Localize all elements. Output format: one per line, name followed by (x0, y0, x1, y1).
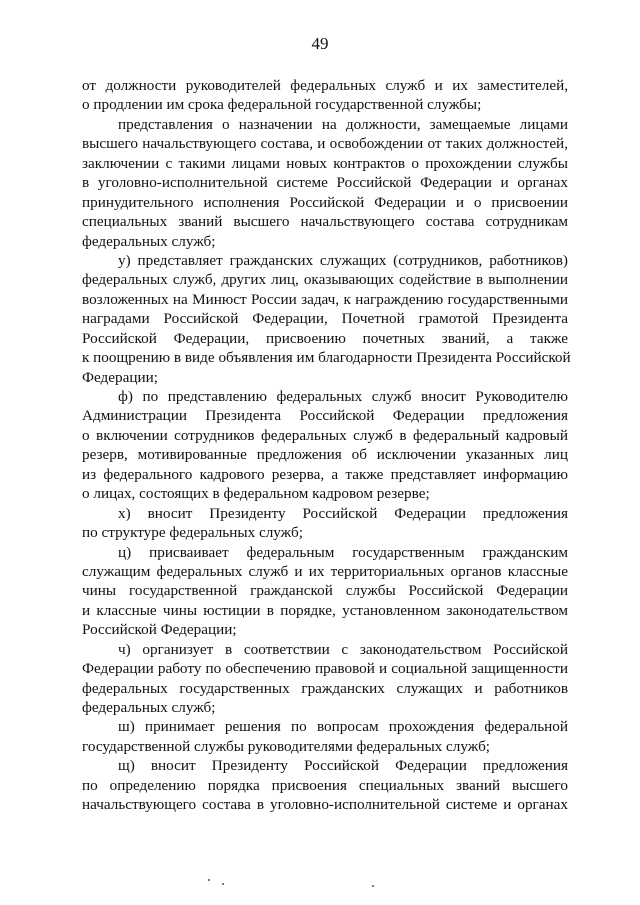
scan-speck (372, 885, 374, 887)
text-line: х) вносит Президенту Российской Федерации предложения (118, 504, 568, 522)
text-line: федеральных служб; (82, 699, 216, 716)
paragraph (82, 251, 571, 387)
text-line: щ) вносит Президенту Российской Федерации предложения (118, 757, 568, 775)
text-line: Федерации работу по обеспечению правовой и социальной защищенности (82, 660, 568, 678)
scan-speck (222, 883, 224, 885)
text-line: Российской Федерации; (82, 621, 237, 639)
text-line: резерв, мотивированные предложения об исключении указанных лиц (82, 446, 568, 464)
text-line: ф) по представлению федеральных служб вносит Руководителю (118, 388, 568, 405)
text-line: к поощрению в виде объявления им благодарности Президента Российской (82, 349, 571, 367)
paragraph (82, 717, 568, 756)
text-line: Администрации Президента Российской Федерации предложения (82, 407, 568, 425)
text-line: о включении сотрудников федеральных служб в федеральный кадровый (82, 426, 568, 444)
text-line: начальствующего состава в уголовно-исполнительной системе и органах (82, 796, 568, 814)
text-line: федеральных государственных гражданских служащих и работников (82, 679, 568, 697)
text-line: ч) организует в соответствии с законодательством Российской (118, 640, 568, 658)
paragraph (82, 640, 568, 718)
text-line: Российской Федерации, присвоению почетных званий, а также (82, 329, 568, 347)
text-line: федеральных служб, других лиц, оказывающих содействие в выполнении (82, 271, 568, 289)
document-body (82, 76, 571, 815)
paragraph (82, 76, 568, 115)
text-line: в уголовно-исполнительной системе Российской Федерации и органах (82, 174, 568, 192)
text-line: государственной службы руководителями федеральных служб; (82, 737, 491, 755)
paragraph (82, 756, 568, 814)
text-line: по структуре федеральных служб; (82, 524, 303, 542)
text-line: Федерации; (82, 368, 158, 386)
text-line: заключении с такими лицами новых контрактов о прохождении службы (82, 154, 568, 172)
scan-speck (208, 879, 210, 881)
paragraph (82, 387, 568, 504)
text-line: о продлении им срока федеральной государственной службы; (82, 96, 482, 114)
text-line: из федерального кадрового резерва, а также представляет информацию (82, 465, 568, 483)
paragraph (82, 115, 568, 251)
text-line: ц) присваивает федеральным государственным гражданским (118, 543, 568, 561)
text-line: служащим федеральных служб и их территориальных органов классные (82, 562, 568, 580)
text-line: и классные чины юстиции в порядке, установленном законодательством (82, 601, 568, 619)
text-line: высшего начальствующего состава, и освобождении от таких должностей, (82, 135, 568, 153)
text-line: ш) принимает решения по вопросам прохождения федеральной (118, 718, 568, 736)
text-line: о лицах, состоящих в федеральном кадровом резерве; (82, 485, 430, 503)
text-line: специальных званий высшего начальствующего состава сотрудникам (82, 213, 568, 231)
text-line: федеральных служб; (82, 232, 216, 250)
text-line: принудительного исполнения Российской Федерации и о присвоении (82, 193, 568, 211)
paragraph (82, 504, 568, 543)
page-number: 49 (311, 34, 329, 53)
text-line: наградами Российской Федерации, Почетной грамотой Президента (82, 310, 568, 328)
text-line: чины государственной гражданской службы Российской Федерации (82, 582, 568, 600)
text-line: по определению порядка присвоения специальных званий высшего (82, 776, 568, 794)
text-line: у) представляет гражданских служащих (сотрудников, работников) (118, 251, 568, 269)
paragraph (82, 543, 568, 640)
text-line: представления о назначении на должности, замещаемые лицами (118, 115, 568, 133)
text-line: от должности руководителей федеральных служб и их заместителей, (82, 77, 568, 94)
text-line: возложенных на Минюст России задач, к награждению государственными (82, 290, 568, 308)
